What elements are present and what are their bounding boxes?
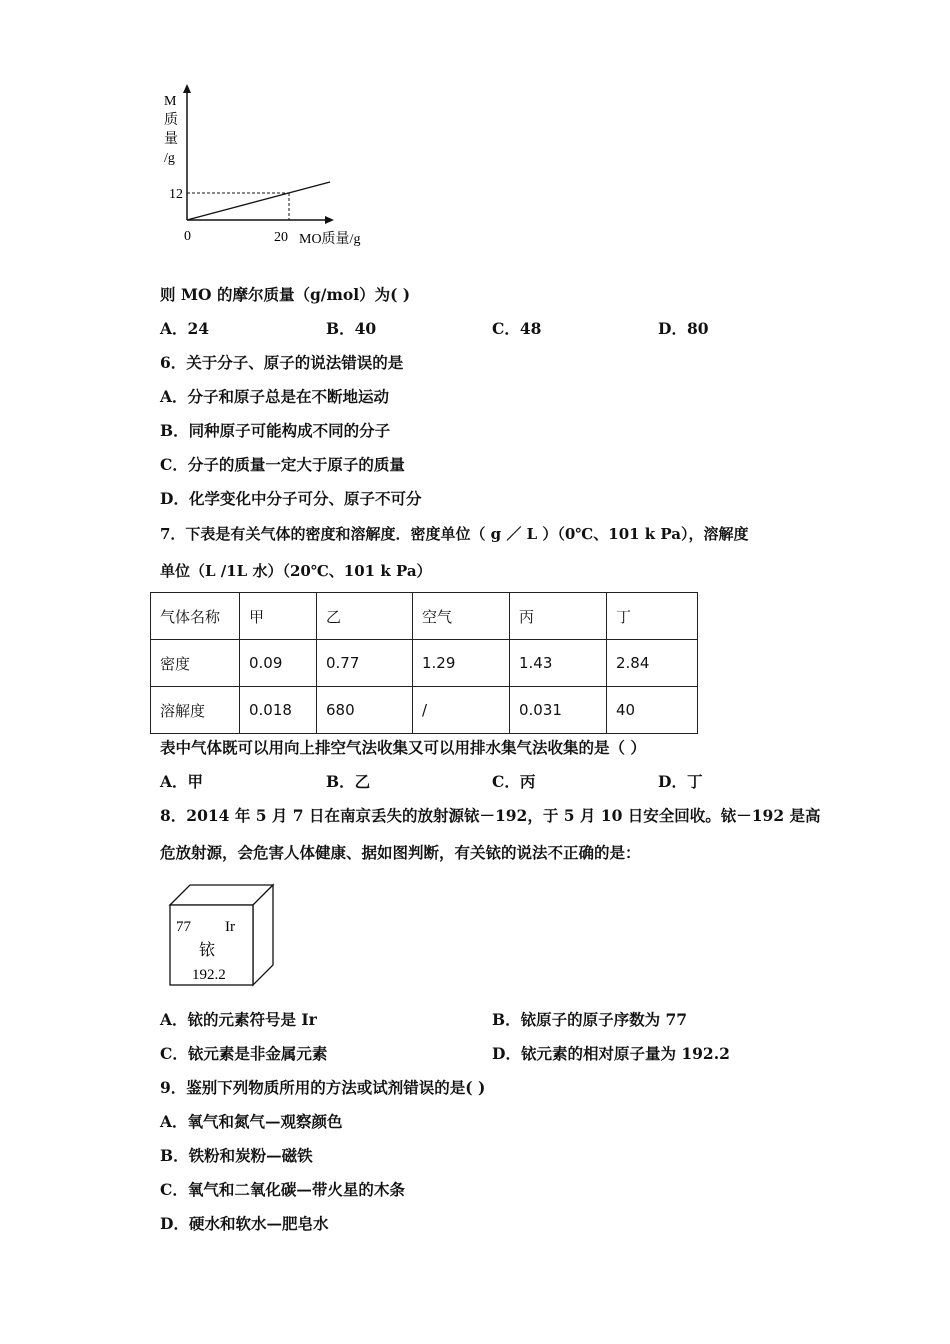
q9-option-a[interactable]: A．氧气和氮气—观察颜色 [160,1112,343,1131]
table-cell: 2.84 [607,640,698,687]
q7-option-b[interactable]: B．乙 [326,772,371,791]
table-cell: 40 [607,687,698,734]
table-row [151,593,698,640]
q8-option-d[interactable]: D．铱元素的相对原子量为 192.2 [492,1044,730,1063]
table-header-cell: 甲 [240,593,317,640]
q8-stem-line2: 危放射源，会危害人体健康、据如图判断，有关铱的说法不正确的是： [160,843,641,862]
q6-option-a[interactable]: A．分子和原子总是在不断地运动 [160,387,390,406]
q5-option-c[interactable]: C．48 [492,319,542,338]
table-header-cell: 气体名称 [151,593,240,640]
q6-stem: 6．关于分子、原子的说法错误的是 [160,353,404,372]
table-header-cell: 乙 [317,593,413,640]
q7-option-d[interactable]: D．丁 [658,772,703,791]
q8-stem-line1: 8．2014 年 5 月 7 日在南京丢失的放射源铱－192，于 5 月 10 日安全回收。铱－192 是高 [160,806,821,825]
table-header-cell: 空气 [413,593,510,640]
x-axis-arrow [325,216,334,224]
q9-stem: 9．鉴别下列物质所用的方法或试剂错误的是( ) [160,1078,486,1097]
y-label-3: 量 [164,132,178,147]
table-cell: / [413,687,510,734]
q8-option-b[interactable]: B．铱原子的原子序数为 77 [492,1010,688,1029]
y-label-1: M [164,94,177,109]
q7-option-c[interactable]: C．丙 [492,772,536,791]
data-line [187,182,330,220]
element-symbol: Ir [225,919,235,935]
x-axis-label: MO质量/g [299,232,361,247]
table-cell: 0.77 [317,640,413,687]
q9-option-d[interactable]: D．硬水和软水—肥皂水 [160,1214,329,1233]
q7-stem-line2: 单位（L /1L 水）（20℃、101 k Pa） [160,562,432,580]
q7-stem-line1: 7．下表是有关气体的密度和溶解度．密度单位（ g ／ L ）（0℃、101 k Pa），溶解度 [160,525,749,543]
q8-option-a[interactable]: A．铱的元素符号是 Ir [160,1010,317,1029]
table-cell: 溶解度 [151,687,240,734]
table-cell: 680 [317,687,413,734]
y-label-4: /g [164,151,175,166]
element-name: 铱 [199,942,216,959]
table-row [151,640,698,687]
table-cell: 1.43 [510,640,607,687]
table-header-cell: 丙 [510,593,607,640]
q8-option-c[interactable]: C．铱元素是非金属元素 [160,1044,328,1063]
element-card [165,880,285,990]
table-cell: 0.09 [240,640,317,687]
y-label-2: 质 [164,113,178,128]
q6-option-c[interactable]: C．分子的质量一定大于原子的质量 [160,455,405,474]
q5-option-b[interactable]: B．40 [326,319,377,338]
q6-option-b[interactable]: B．同种原子可能构成不同的分子 [160,421,391,440]
q5-option-a[interactable]: A．24 [160,319,210,338]
table-cell: 0.031 [510,687,607,734]
q9-option-c[interactable]: C．氧气和二氧化碳—带火星的木条 [160,1180,405,1199]
table-cell: 1.29 [413,640,510,687]
y-axis-arrow [183,84,191,93]
table-cell: 密度 [151,640,240,687]
gas-table [150,592,698,734]
q5-stem: 则 MO 的摩尔质量（g/mol）为( ) [160,285,411,304]
origin-label: 0 [184,229,191,244]
atomic-mass: 192.2 [192,967,226,983]
x-tick-label: 20 [274,230,288,245]
y-tick-label: 12 [169,187,183,202]
q7-question: 表中气体既可以用向上排空气法收集又可以用排水集气法收集的是（ ） [160,738,646,757]
q7-option-a[interactable]: A．甲 [160,772,204,791]
q6-option-d[interactable]: D．化学变化中分子可分、原子不可分 [160,489,422,508]
table-header-cell: 丁 [607,593,698,640]
mass-graph [150,80,410,260]
q9-option-b[interactable]: B．铁粉和炭粉—磁铁 [160,1146,313,1165]
atomic-number: 77 [176,919,191,935]
table-row [151,687,698,734]
table-cell: 0.018 [240,687,317,734]
q5-option-d[interactable]: D．80 [658,319,709,338]
